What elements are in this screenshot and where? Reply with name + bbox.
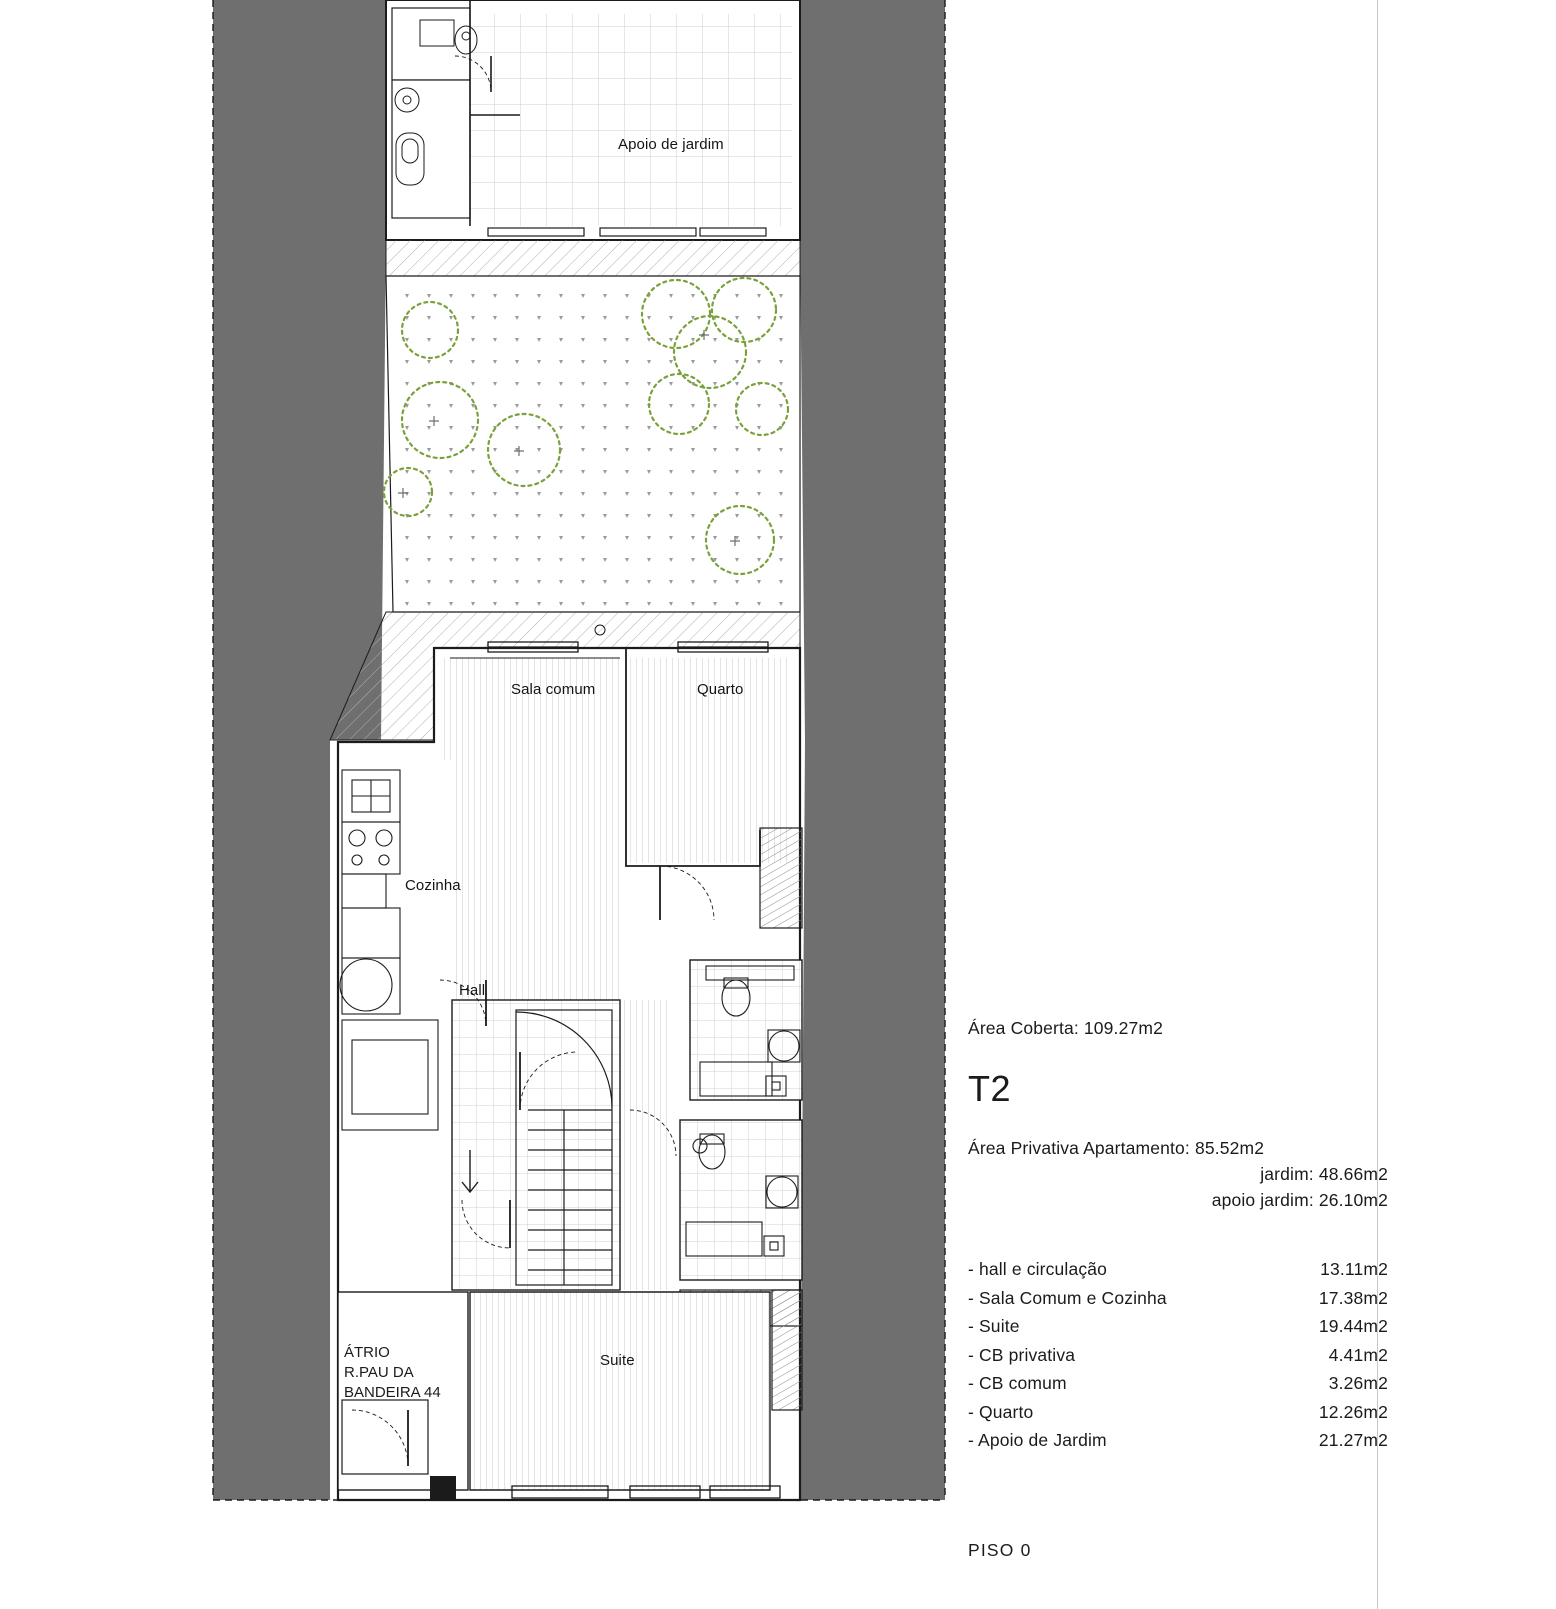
floor-tag: PISO 0: [968, 1540, 1032, 1560]
breakdown-label: - CB comum: [968, 1373, 1067, 1393]
entrance-address-line2: R.PAU DA: [344, 1364, 414, 1381]
room-label-apoio-de-jardim: Apoio de jardim: [618, 136, 724, 153]
breakdown-row: [968, 1426, 1388, 1455]
room-label-hall: Hall: [459, 982, 486, 999]
private-area-line-1: Área Privativa Apartamento: 85.52m2: [968, 1138, 1265, 1158]
room-label-sala-comum: Sala comum: [511, 681, 596, 698]
breakdown-row: [968, 1398, 1388, 1427]
typology-label: T2: [968, 1068, 1012, 1109]
breakdown-value: 12.26m2: [1318, 1401, 1388, 1422]
private-area-line-3: apoio jardim: 26.10m2: [1211, 1190, 1388, 1210]
breakdown-row: [968, 1312, 1388, 1341]
area-breakdown-list: [968, 1255, 1388, 1455]
info-panel: [968, 1015, 1388, 1455]
breakdown-label: - CB privativa: [968, 1344, 1076, 1365]
breakdown-label: - Apoio de Jardim: [968, 1430, 1107, 1450]
breakdown-value: 17.38m2: [1318, 1287, 1388, 1308]
breakdown-label: - Suite: [968, 1316, 1020, 1336]
breakdown-label: - Quarto: [968, 1401, 1034, 1422]
entrance-address-line1: ÁTRIO: [344, 1344, 390, 1361]
breakdown-value: 4.41m2: [1328, 1344, 1388, 1365]
breakdown-row: [968, 1284, 1388, 1313]
room-label-quarto: Quarto: [697, 681, 744, 698]
room-apoio-de-jardim: [386, 0, 800, 240]
breakdown-value: 21.27m2: [1318, 1430, 1388, 1450]
breakdown-value: 19.44m2: [1318, 1316, 1388, 1336]
breakdown-value: 3.26m2: [1328, 1373, 1388, 1393]
covered-area-line: Área Coberta: 109.27m2: [968, 1018, 1163, 1038]
breakdown-label: - hall e circulação: [968, 1259, 1108, 1279]
room-label-suite: Suite: [600, 1352, 635, 1369]
breakdown-row: [968, 1341, 1388, 1370]
room-label-cozinha: Cozinha: [405, 877, 461, 894]
breakdown-value: 13.11m2: [1320, 1259, 1388, 1279]
room-suite: [470, 1292, 770, 1490]
entrance-address-line3: BANDEIRA 44: [344, 1384, 441, 1401]
garden-area: [384, 276, 800, 612]
breakdown-label: - Sala Comum e Cozinha: [968, 1287, 1167, 1308]
paving-band-top: [386, 240, 800, 276]
breakdown-row: [968, 1255, 1388, 1284]
breakdown-row: [968, 1369, 1388, 1398]
private-area-line-2: jardim: 48.66m2: [1260, 1164, 1388, 1184]
entrance-address-label: [344, 1343, 441, 1403]
